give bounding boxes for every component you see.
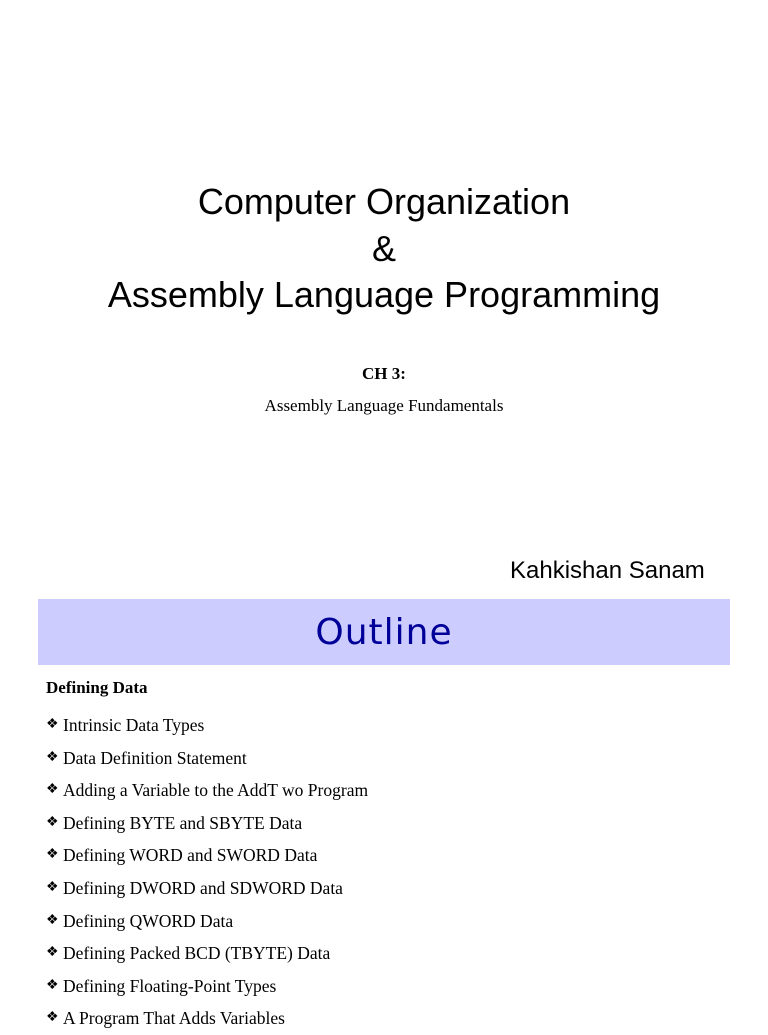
diamond-bullet-icon: ❖	[46, 945, 59, 961]
diamond-bullet-icon: ❖	[46, 977, 59, 993]
outline-item	[46, 1002, 368, 1035]
outline-item	[46, 807, 368, 840]
diamond-bullet-icon: ❖	[46, 912, 59, 928]
diamond-bullet-icon: ❖	[46, 814, 59, 830]
outline-item-label: Defining Floating-Point Types	[63, 975, 277, 996]
outline-item	[46, 937, 368, 970]
outline-item-label: Defining QWORD Data	[63, 910, 234, 931]
diamond-bullet-icon: ❖	[46, 1010, 59, 1026]
diamond-bullet-icon: ❖	[46, 782, 59, 798]
outline-item	[46, 709, 368, 742]
outline-item	[46, 774, 368, 807]
diamond-bullet-icon: ❖	[46, 717, 59, 732]
outline-item-label: Intrinsic Data Types	[63, 715, 205, 735]
outline-item	[46, 839, 368, 872]
outline-title: Outline	[315, 611, 453, 653]
outline-item-label: Data Definition Statement	[63, 747, 247, 768]
chapter-label: CH 3:	[362, 364, 406, 383]
outline-item	[46, 905, 368, 938]
outline-item-label: Defining BYTE and SBYTE Data	[63, 812, 303, 833]
outline-item-label: Defining DWORD and SDWORD Data	[63, 877, 343, 898]
title-line-3: Assembly Language Programming	[107, 274, 661, 315]
outline-item	[46, 970, 368, 1003]
chapter-subtitle: Assembly Language Fundamentals	[264, 396, 504, 415]
outline-header-bar	[38, 599, 730, 665]
outline-item-label: A Program That Adds Variables	[63, 1008, 285, 1029]
title-line-1: Computer Organization	[197, 181, 571, 222]
outline-item-label: Defining WORD and SWORD Data	[63, 845, 318, 866]
outline-slide	[0, 578, 768, 1029]
section-heading: Defining Data	[46, 678, 148, 697]
outline-item-label: Adding a Variable to the AddT wo Program	[63, 780, 369, 801]
outline-bullet-list	[46, 709, 368, 1035]
diamond-bullet-icon: ❖	[46, 749, 59, 765]
outline-item	[46, 742, 368, 775]
outline-item	[46, 872, 368, 905]
diamond-bullet-icon: ❖	[46, 847, 59, 863]
outline-item-label: Defining Packed BCD (TBYTE) Data	[63, 943, 331, 964]
diamond-bullet-icon: ❖	[46, 879, 59, 895]
author-name: Kahkishan Sanam	[510, 557, 705, 578]
title-line-2: &	[371, 228, 396, 269]
